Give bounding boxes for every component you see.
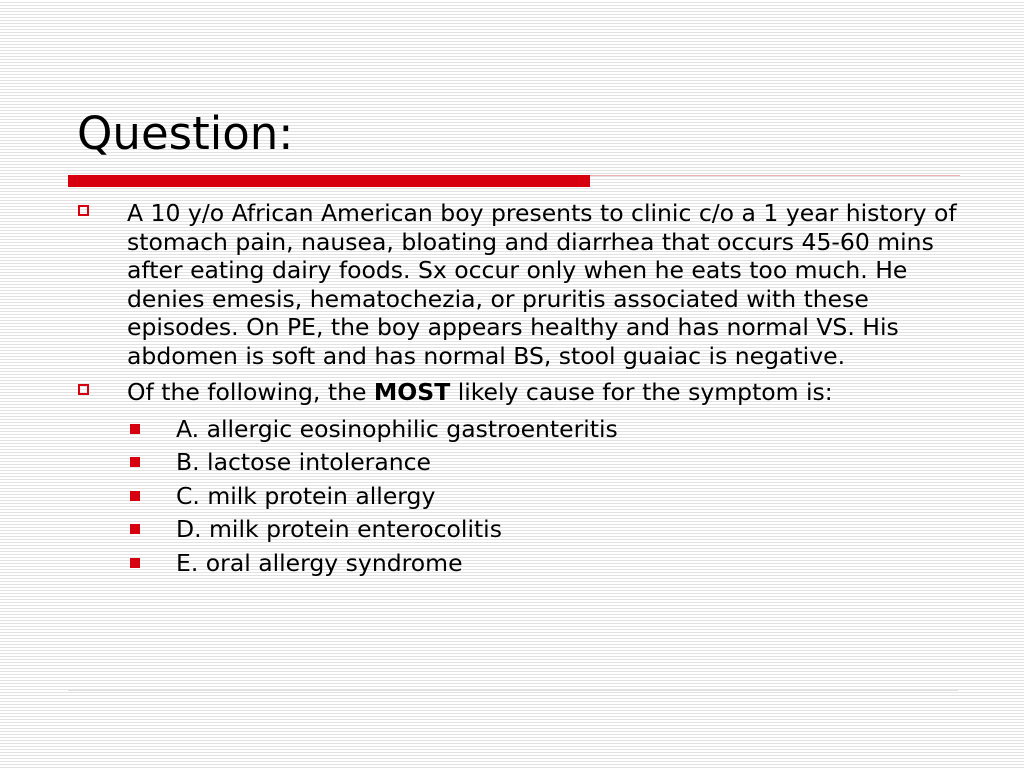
hollow-square-icon	[78, 205, 89, 216]
answer-option-text: D. milk protein enterocolitis	[176, 515, 502, 543]
filled-square-icon	[130, 524, 140, 534]
title-underline-thick	[68, 175, 590, 187]
answer-option-c	[78, 482, 958, 511]
bullet-question-prompt	[78, 378, 958, 407]
bullet-case-description	[78, 199, 958, 370]
answer-options	[78, 415, 958, 578]
slide-title: Question:	[77, 107, 294, 160]
prompt-text-after: likely cause for the symptom is:	[450, 378, 833, 406]
answer-option-text: E. oral allergy syndrome	[176, 548, 463, 577]
answer-option-e	[78, 549, 958, 578]
answer-option-b	[78, 448, 958, 477]
answer-option-text: C. milk protein allergy	[176, 481, 436, 510]
answer-option-text: B. lactose intolerance	[176, 448, 432, 476]
filled-square-icon	[130, 424, 140, 434]
prompt-text-before: Of the following, the	[127, 378, 374, 406]
answer-option-a	[78, 415, 958, 444]
question-prompt-text	[127, 378, 958, 407]
filled-square-icon	[130, 457, 140, 467]
footer-divider	[68, 690, 958, 691]
title-underline-thin	[590, 175, 960, 176]
filled-square-icon	[130, 558, 140, 568]
hollow-square-icon	[78, 384, 89, 395]
answer-option-text: A. allergic eosinophilic gastroenteritis	[176, 414, 618, 443]
filled-square-icon	[130, 491, 140, 501]
answer-option-d	[78, 515, 958, 544]
prompt-text-emphasis: MOST	[373, 378, 451, 406]
slide-body	[78, 199, 958, 582]
case-description-text: A 10 y/o African American boy presents to clinic c/o a 1 year history of stomach pain, nausea, bloating and diarrhea that occurs 45-60 mins after eating dairy foods. Sx occur only when he eats too much. He denies emesis, hematochezia, or pruritis associated with these episodes. On PE, the boy appears healthy and has normal VS. His abdomen is soft and has normal BS, stool guaiac is negative.	[127, 199, 957, 370]
